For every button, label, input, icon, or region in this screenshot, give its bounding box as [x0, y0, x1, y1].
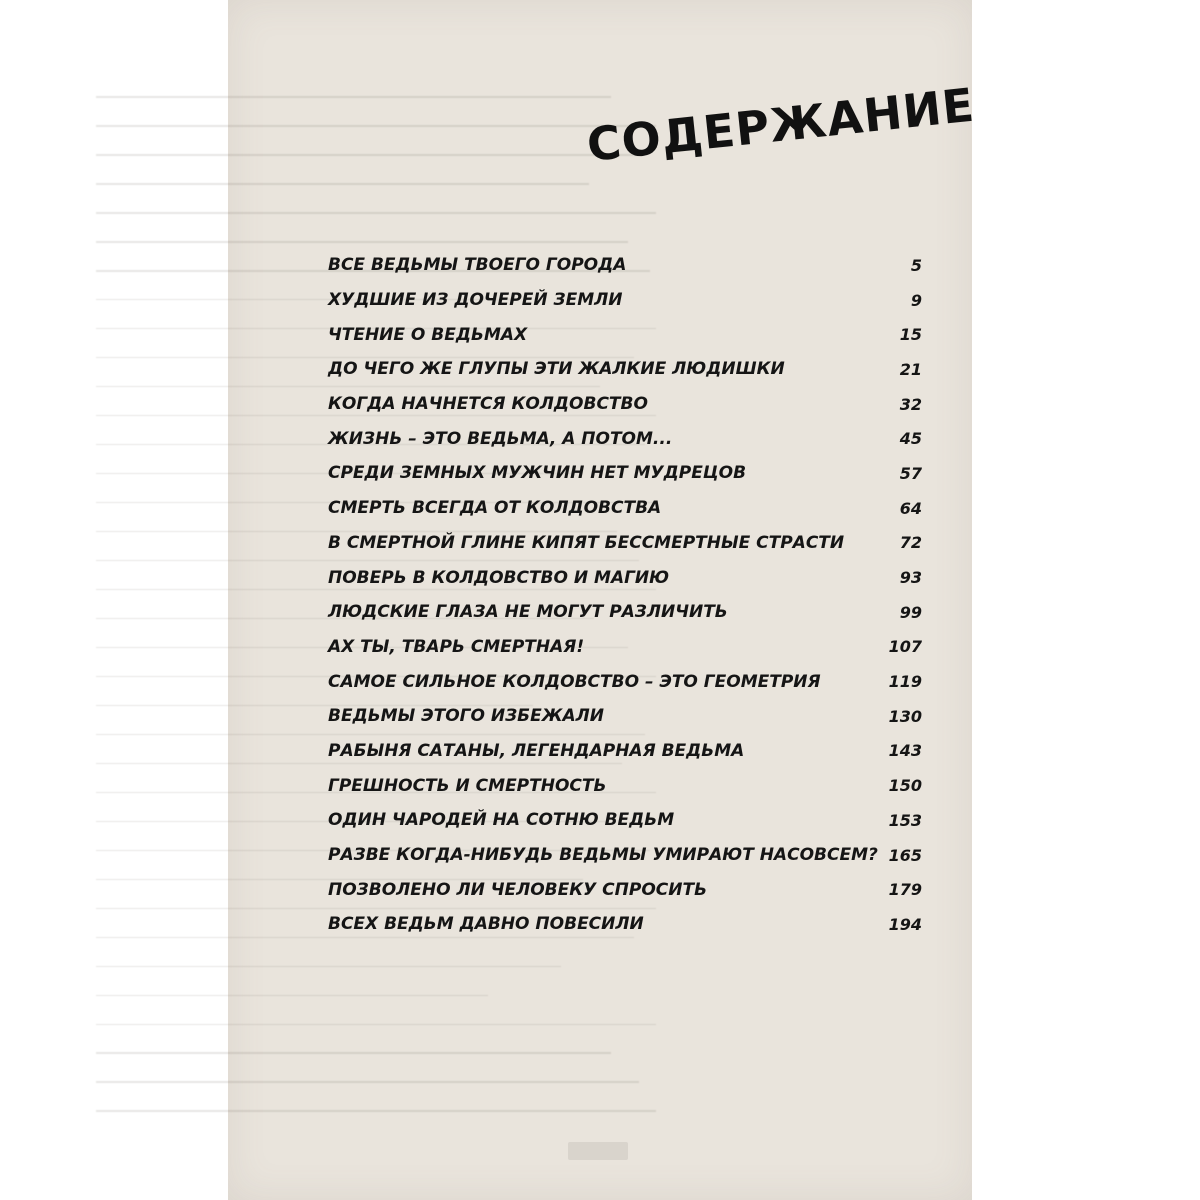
toc-entry [328, 872, 922, 907]
toc-entry-page: 130 [888, 706, 922, 726]
toc-entry-title: ДО ЧЕГО ЖЕ ГЛУПЫ ЭТИ ЖАЛКИЕ ЛЮДИШКИ [328, 359, 785, 380]
toc-entry-title: ЛЮДСКИЕ ГЛАЗА НЕ МОГУТ РАЗЛИЧИТЬ [328, 602, 728, 623]
toc-entry-title: ВЕДЬМЫ ЭТОГО ИЗБЕЖАЛИ [328, 706, 605, 727]
toc-entry-page: 45 [899, 429, 922, 449]
toc-entry-page: 64 [899, 498, 922, 518]
toc-entry [328, 560, 922, 595]
toc-entry [328, 595, 922, 630]
page-number-faded [568, 1142, 628, 1160]
toc-entry-page: 72 [899, 533, 922, 553]
toc-entry-title: ОДИН ЧАРОДЕЙ НА СОТНЮ ВЕДЬМ [328, 810, 675, 831]
toc-entry-title: ЧТЕНИЕ О ВЕДЬМАХ [328, 324, 528, 345]
toc-entry [328, 421, 922, 456]
toc-entry-title: В СМЕРТНОЙ ГЛИНЕ КИПЯТ БЕССМЕРТНЫЕ СТРАСТИ [328, 532, 845, 553]
toc-entry [328, 838, 922, 873]
toc-entry-page: 93 [899, 568, 922, 588]
toc-entry-title: САМОЕ СИЛЬНОЕ КОЛДОВСТВО – ЭТО ГЕОМЕТРИЯ [328, 671, 821, 692]
toc-entry-title: АХ ТЫ, ТВАРЬ СМЕРТНАЯ! [328, 636, 585, 657]
toc-entry [328, 352, 922, 387]
toc-entry [328, 317, 922, 352]
toc-entry-page: 9 [910, 290, 922, 310]
toc-entry [328, 248, 922, 283]
toc-entry-title: ХУДШИЕ ИЗ ДОЧЕРЕЙ ЗЕМЛИ [328, 290, 623, 311]
toc-entry-page: 32 [899, 394, 922, 414]
toc-entry [328, 768, 922, 803]
toc-entry [328, 907, 922, 942]
toc-entry [328, 456, 922, 491]
toc-entry [328, 734, 922, 769]
toc-entry-title: ВСЕ ВЕДЬМЫ ТВОЕГО ГОРОДА [328, 255, 627, 276]
toc-entry-page: 5 [910, 255, 922, 275]
toc-entry [328, 699, 922, 734]
page-title: СОДЕРЖАНИЕ [584, 77, 978, 172]
toc-entry [328, 803, 922, 838]
toc-entry-page: 150 [888, 776, 922, 796]
toc-entry-page: 143 [888, 741, 922, 761]
toc-entry [328, 491, 922, 526]
toc-entry-title: ГРЕШНОСТЬ И СМЕРТНОСТЬ [328, 775, 607, 796]
toc-entry [328, 283, 922, 318]
toc-entry-page: 165 [888, 845, 922, 865]
toc-entry-title: ПОЗВОЛЕНО ЛИ ЧЕЛОВЕКУ СПРОСИТЬ [328, 879, 708, 900]
toc-entry-page: 153 [888, 810, 922, 830]
toc-entry [328, 387, 922, 422]
toc-entry-page: 57 [899, 463, 922, 483]
toc-entry-title: ВСЕХ ВЕДЬМ ДАВНО ПОВЕСИЛИ [328, 914, 644, 935]
toc-entry [328, 526, 922, 561]
toc-entry-page: 179 [888, 880, 922, 900]
toc-entry [328, 630, 922, 665]
toc-entry-title: РАБЫНЯ САТАНЫ, ЛЕГЕНДАРНАЯ ВЕДЬМА [328, 740, 745, 761]
toc-entry-title: ЖИЗНЬ – ЭТО ВЕДЬМА, А ПОТОМ... [328, 428, 673, 449]
toc-entry-page: 21 [899, 359, 922, 379]
toc-entry [328, 664, 922, 699]
toc-entry-title: КОГДА НАЧНЕТСЯ КОЛДОВСТВО [328, 394, 648, 415]
toc-entry-page: 119 [888, 672, 922, 692]
toc-entry-title: СРЕДИ ЗЕМНЫХ МУЖЧИН НЕТ МУДРЕЦОВ [328, 463, 747, 484]
toc-entry-title: СМЕРТЬ ВСЕГДА ОТ КОЛДОВСТВА [328, 498, 662, 519]
toc-entry-page: 15 [899, 325, 922, 345]
table-of-contents [328, 248, 922, 942]
toc-entry-page: 107 [888, 637, 922, 657]
toc-entry-page: 99 [899, 602, 922, 622]
toc-entry-title: РАЗВЕ КОГДА-НИБУДЬ ВЕДЬМЫ УМИРАЮТ НАСОВСЕМ? [328, 845, 878, 866]
toc-entry-title: ПОВЕРЬ В КОЛДОВСТВО И МАГИЮ [328, 567, 670, 588]
toc-entry-page: 194 [888, 914, 922, 934]
